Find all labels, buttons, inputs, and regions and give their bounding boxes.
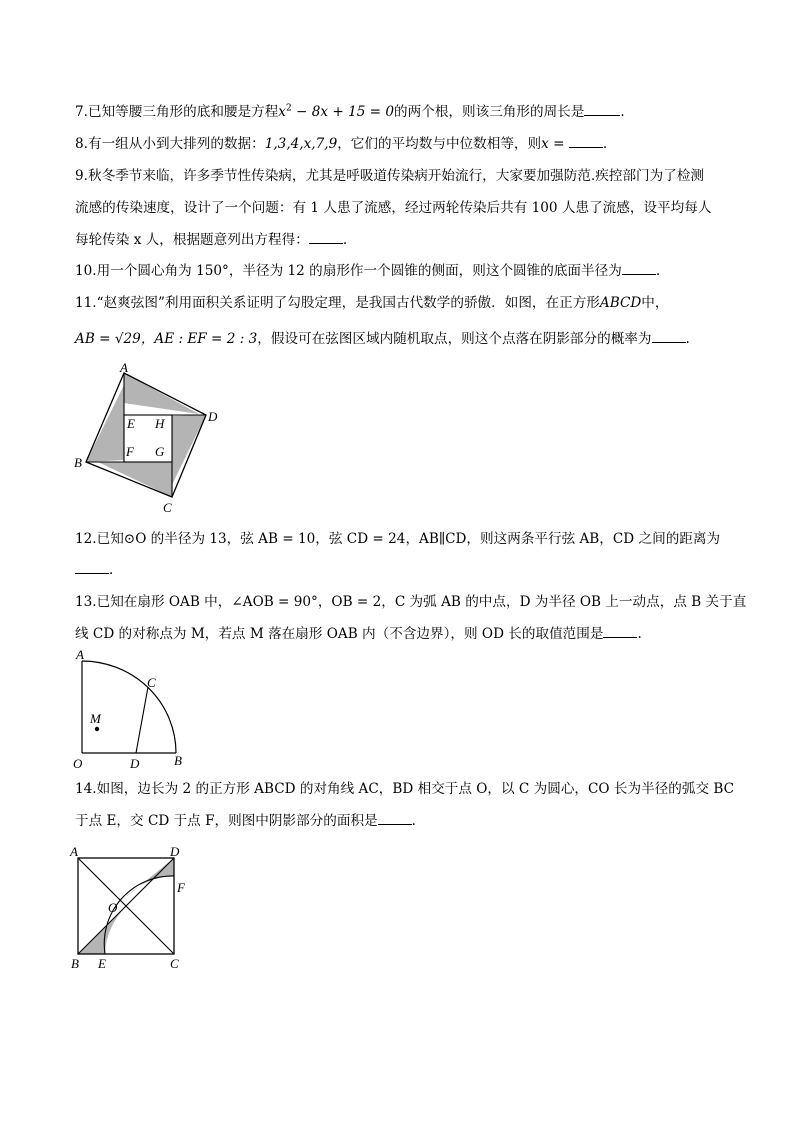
label-C: C [170, 956, 179, 971]
label-E: E [98, 956, 106, 971]
question-14-line-1: 14.如图，边长为 2 的正方形 ABCD 的对角线 AC，BD 相交于点 O，以 C 为圆心，CO 长为半径的弧交 BC [75, 781, 734, 797]
square-arc-diagram [68, 840, 192, 972]
answer-blank-14[interactable] [378, 813, 412, 825]
label-B: B [74, 455, 82, 470]
data-list: 1,3,4,x,7,9 [264, 136, 338, 152]
label-F: F [126, 444, 134, 459]
label-B: B [174, 753, 182, 768]
label-H: H [155, 416, 165, 431]
question-9-line-3: 每轮传染 x 人，根据题意列出方程得： . [75, 232, 348, 248]
label-O: O [73, 756, 83, 770]
ab-length: AB = √29 [75, 331, 141, 347]
answer-blank-13[interactable] [603, 626, 637, 638]
label-C: C [163, 500, 172, 515]
label-E: E [127, 416, 135, 431]
question-12: 12.已知⊙O 的半径为 13，弦 AB = 10，弦 CD = 24，AB∥CD，则这两条平行弦 AB，CD 之间的距离为 [75, 531, 721, 547]
label-O: O [108, 900, 118, 915]
question-7: 7.已知等腰三角形的底和腰是方程$x^2 - 8x + 15 = 0$的两个根，则该三角形的周长是 . [75, 103, 625, 120]
arc-AB [82, 661, 176, 753]
question-9-line-2: 流感的传染速度，设计了一个问题：有 1 人患了流感，经过两轮传染后共有 100 人患了流感，设平均每人 [75, 200, 712, 216]
label-B: B [71, 956, 79, 971]
question-9-line-1: 9.秋冬季节来临，许多季节性传染病，尤其是呼吸道传染病开始流行，大家要加强防范.疾控部门为了检测 [75, 168, 705, 184]
shaded-triangle-4 [86, 385, 124, 462]
shaded-region-top [126, 858, 174, 897]
question-10: 10.用一个圆心角为 150°，半径为 12 的扇形作一个圆锥的侧面，则这个圆锥的底面半径为 . [75, 263, 661, 279]
segment-CD [136, 687, 148, 753]
label-D: D [130, 756, 140, 770]
shaded-triangle-2 [169, 415, 206, 491]
label-A: A [120, 360, 128, 375]
answer-blank-9[interactable] [309, 232, 343, 244]
question-11-line-1: 11.“赵爽弦图”利用面积关系证明了勾股定理，是我国古代数学的骄傲．如图，在正方形ABCD中， [75, 295, 669, 311]
answer-blank-12[interactable] [75, 562, 109, 574]
label-M: M [90, 711, 101, 726]
label-D: D [170, 844, 180, 859]
label-A: A [76, 647, 84, 662]
label-A: A [70, 844, 78, 859]
question-12-line-2: . [75, 562, 113, 578]
question-8: 8.有一组从小到大排列的数据：1,3,4,x,7,9，它们的平均数与中位数相等，则x = . [75, 136, 608, 152]
answer-blank-11[interactable] [652, 331, 686, 343]
shaded-triangle-3 [98, 462, 172, 497]
zhao-shuang-diagram [66, 360, 226, 516]
sector-diagram [70, 646, 190, 770]
question-11-line-2: AB = √29，AE : EF = 2 : 3，假设可在弦图区域内随机取点，则这个点落在阴影部分的概率为 . [75, 331, 690, 347]
ratio: ，AE : EF = 2 : 3 [140, 331, 258, 347]
equation-x: x [278, 104, 286, 120]
answer-blank-10[interactable] [622, 263, 656, 275]
label-D: D [208, 409, 218, 424]
point-M [95, 727, 99, 731]
answer-blank-8[interactable] [569, 136, 603, 148]
label-F: F [177, 880, 185, 895]
equation: − 8x + 15 = 0 [291, 104, 395, 120]
answer-blank-7[interactable] [584, 104, 620, 116]
label-G: G [155, 444, 165, 459]
label-C: C [147, 675, 156, 690]
question-14-line-2: 于点 E，交 CD 于点 F，则图中阴影部分的面积是 . [75, 813, 416, 829]
question-13-line-1: 13.已知在扇形 OAB 中，∠AOB = 90°，OB = 2，C 为弧 AB 的中点，D 为半径 OB 上一动点，点 B 关于直 [75, 594, 747, 610]
question-13-line-2: 线 CD 的对称点为 M，若点 M 落在扇形 OAB 内（不含边界），则 OD 长的取值范围是 . [75, 626, 642, 642]
